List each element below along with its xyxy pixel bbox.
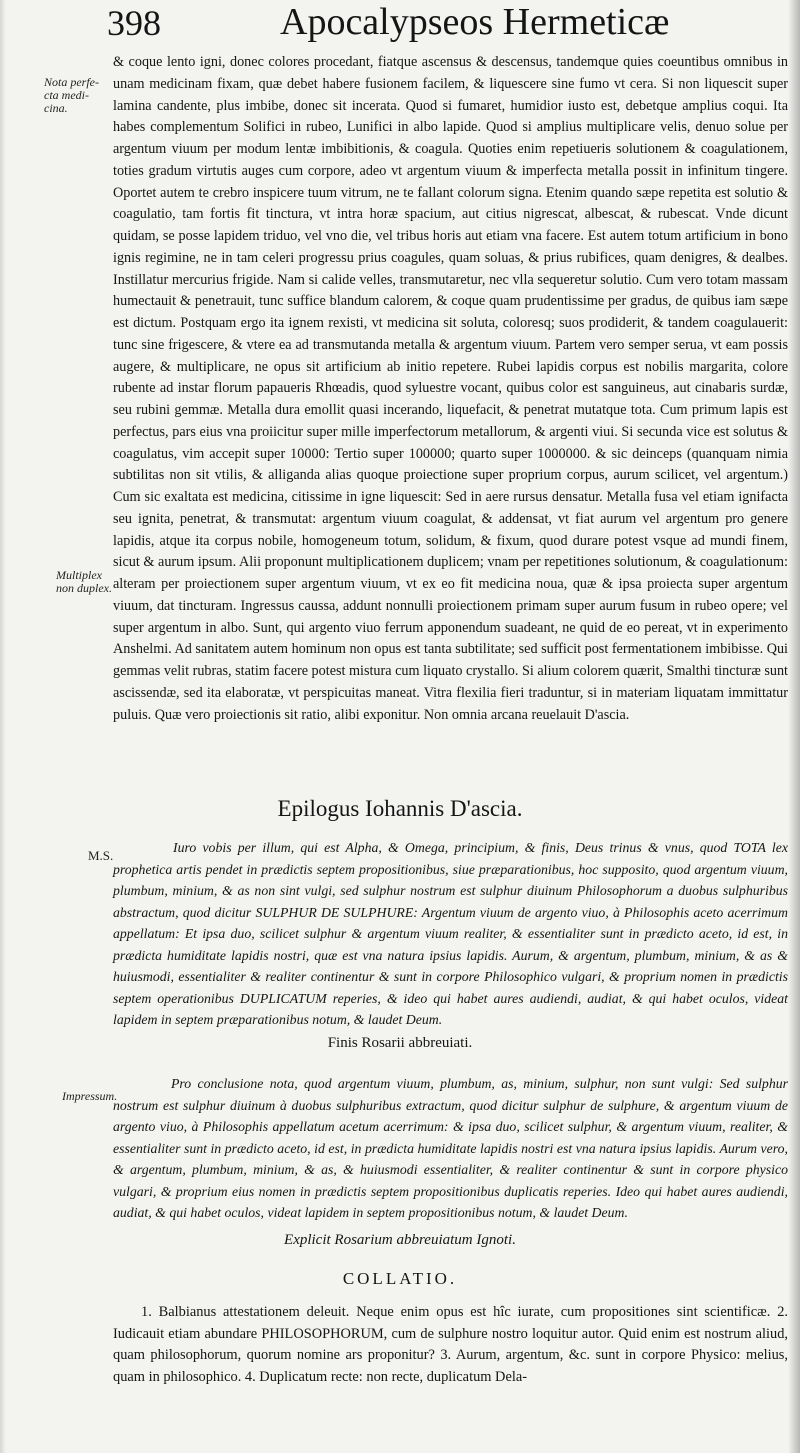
collatio-heading: COLLATIO. xyxy=(342,1269,458,1288)
main-paragraph: & coque lento igni, donec colores procedant, fiatque ascensus & descensus, tandemque quies coeuntibus omnibus in unam medicinam fixam, quæ debet habere fusionem facilem, & liquescere sine fumo vt cera. Si non liquescit super lamina candente, plus imbibe, donec sit incerata. Quod si fumaret, humidior iusto est, debetque amplius coqui. Ita habes complementum Solifici in rubeo, Lunifici in albo lapide. Quod si amplius multiplicare velis, denuo solue per argentum viuum per modum lentæ imbibitionis, & coagula. Quoties enim repetiueris solutionem & coagulationem, toties gradum virtutis auges cum corpore, adeo vt argentum viuum & imperfecta metalla possit in infinitum tingere. Oportet autem te crebro inspicere tuum vitrum, ne te fallant colorum signa. Etenim quando sæpe repetita est solutio & coagulatio, tam fortis fit tinctura, vt intra horæ spacium, aut citius nigrescat, albescat, & rubescat. Vnde dicunt quidam, se posse lapidem triduo, vel vno die, vel tribus horis aut etiam vna facere. Est autem totum artificium in bono ignis regimine, ne in tam celeri progressu prius coagules, quam soluas, & prius rubifices, quam denigres, & dealbes. Instillatur mercurius frigide. Nam si calide velles, transmutaretur, nec vlla sequeretur solutio. Cum vero totam massam humectauit & penetrauit, tunc suffice blandum calorem, & coque quam prudentissime per gradus, de quibus iam sæpe est dictum. Postquam ergo ita ignem rexisti, vt medicina sit soluta, coloresq; suos prodiderit, & tandem coagulauerit: tunc sine frigescere, & vtere ea ad transmutanda metalla & argentum viuum. Partem vero semper serua, vt eam possis augere, & multiplicare, ne opus sit artificium ab initio repetere. Rubei lapidis corpus est nobilis margarita, colore rubente ad instar florum papaueris Rhœadis, quod syluestre vocant, quibus color est sanguineus, aut cinabaris surdæ, seu rubini gemmæ. Metalla dura emollit quasi incerando, liquefacit, & penetrat mutatque tota. Cum primum lapis est perfectus, pars eius vna proiicitur super mille imperfectorum metallorum, & argenti viui. Si secunda vice est solutus & coagulatus, vim accepit super 10000: Tertio super 100000; quarto super 1000000. & sic deinceps (quanquam nimia subtilitas non sit vtilis, & alliganda alias quoque proiectione super proprium corpus, aurum scilicet, vel argentum.) Cum sic exaltata est medicina, citissime in igne liquescit: Sed in aere rursus densatur. Metalla fusa vel etiam ignifacta seu ignita, penetrat, & transmutat: argentum viuum coagulat, & addensat, vt fiat aurum vel argentum pro genere lapidis, atque ita corpus nobile, homogeneum totum, solidum, & fixum, quod durare potest vsque ad mundi finem, sicut & aurum ipsum. Alii proponunt multiplicationem duplicem; vnam per repetitiones solutionum, & coagulationum: alteram per proiectionem super argentum viuum, vt ex eo fit medicina noua, quæ & ipsa proiecta super argentum viuum, dat tincturam. Ingressus caussa, addunt nonnulli proiectionem primam super aurum fusum in rubeo opere; vel super argentum in albo. Sunt, qui argento viuo ferrum apponendum suadeant, ne quid de eo pereat, vt in experimento Anshelmi. Ad sanitatem autem hominum non opus est tanta subtilitate; sed sufficit post fermentationem imbibisse. Qui gemmas velit rubras, statim facere potest mistura cum liquato crystallo. Si alium colorem quærit, Smalthi tincturæ sunt ascissendæ, sed ita elaboratæ, vt perspicuitas maneat. Vitra flexilia fieri traduntur, si in materiam liquatam immittatur puluis. Quæ vero proiectionis sit ratio, alibi exponitur. Non omnia arcana reuelauit D'ascia. xyxy=(113,54,788,723)
finis-line: Finis Rosarii abbreuiati. xyxy=(327,1035,473,1051)
running-title: Apocalypseos Hermeticæ xyxy=(280,1,670,43)
explicit-line: Explicit Rosarium abbreuiatum Ignoti. xyxy=(284,1232,516,1248)
conclusio-block xyxy=(113,1073,788,1224)
epilogus-paragraph: Iuro vobis per illum, qui est Alpha, & Omega, principium, & finis, Deus trinus & vnus, quod TOTA lex prophetica artis pendet in prædictis septem propositionibus, siue præparationibus, hoc supposito, quod argentum viuum, plumbum, minium, & as non sint vulgi, sed sulphur nostrum est sulphur diuinum Philosophorum a duobus sulphuribus abstractum, quod dicitur SULPHUR DE SULPHURE: Argentum viuum de argento viuo, à Philosophis aceto acerrimum appellatum: Et ipsa duo, scilicet sulphur & argentum viuum realiter, & essentialiter sunt in prædicto aceto, id est, in prædicta humiditate lapidis nostri, quæ est vna natura ipsius lapidis. Aurum, & argentum, plumbum, minium, & as & huiusmodi, essentialiter & realiter continentur & sunt in corpore Philosophico vulgari, & proprium nomen in prædictis septem operationibus DUPLICATUM reperies, & ideo qui habet aures audiendi, audiat, & qui habet oculos, videat lapidem in septem præparationibus notum, & laudet Deum. xyxy=(113,840,788,1027)
margin-note-nota: Nota perfe- cta medi- cina. xyxy=(44,75,99,115)
conclusio-paragraph: Pro conclusione nota, quod argentum viuum, plumbum, as, minium, sulphur, non sunt vulgi: Sed sulphur nostrum est sulphur diuinum à duobus sulphuribus extractum, quod dicitur sulphur de sulphure, & argentum viuum de argento viuo, à Philosophis appellatum acetum acerrimum: & ipsa duo, scilicet sulphur, & argentum viuum, realiter, & essentialiter sunt in prædicto aceto, id est, in prædicta humiditate lapidis nostri est vna natura ipsius lapidis. Aurum vero, & argentum, plumbum, minium, & as, & huiusmodi essentialiter, & realiter continentur & sunt in corpore physico vulgari, & proprium eius nomen in prædictis septem propositionibus duplicatis reperies. Ideo qui habet aures audiendi, audiat, & qui habet oculos, videat lapidem in septem propositionibus notum, & laudet Deum. xyxy=(113,1076,788,1220)
main-text-block xyxy=(113,52,788,726)
page-number: 398 xyxy=(107,3,161,43)
collatio-block xyxy=(113,1302,788,1389)
epilogus-heading: Epilogus Iohannis D'ascia. xyxy=(277,796,523,821)
page-edge-shadow xyxy=(788,0,800,1453)
page-header xyxy=(0,0,800,48)
margin-note-multiplex: Multiplex non duplex. xyxy=(56,568,112,595)
collatio-paragraph: 1. Balbianus attestationem deleuit. Neque enim opus est hîc iurate, cum propositiones sint scientificæ. 2. Iudicauit etiam abundare PHILOSOPHORUM, cum de sulphure nostro loquitur autor. Quid enim est nostrum aliud, quam philosophorum, quorum nomine ars proponitur? 3. Aurum, argentum, &c. sunt in corpore Physico: melius, quam in philosophico. 4. Duplicatum recte: non recte, duplicatum Dela- xyxy=(113,1304,788,1386)
margin-note-impressum: Impressum. xyxy=(62,1089,118,1103)
epilogus-block xyxy=(113,837,788,1031)
margin-note-ms: M.S. xyxy=(88,848,114,863)
